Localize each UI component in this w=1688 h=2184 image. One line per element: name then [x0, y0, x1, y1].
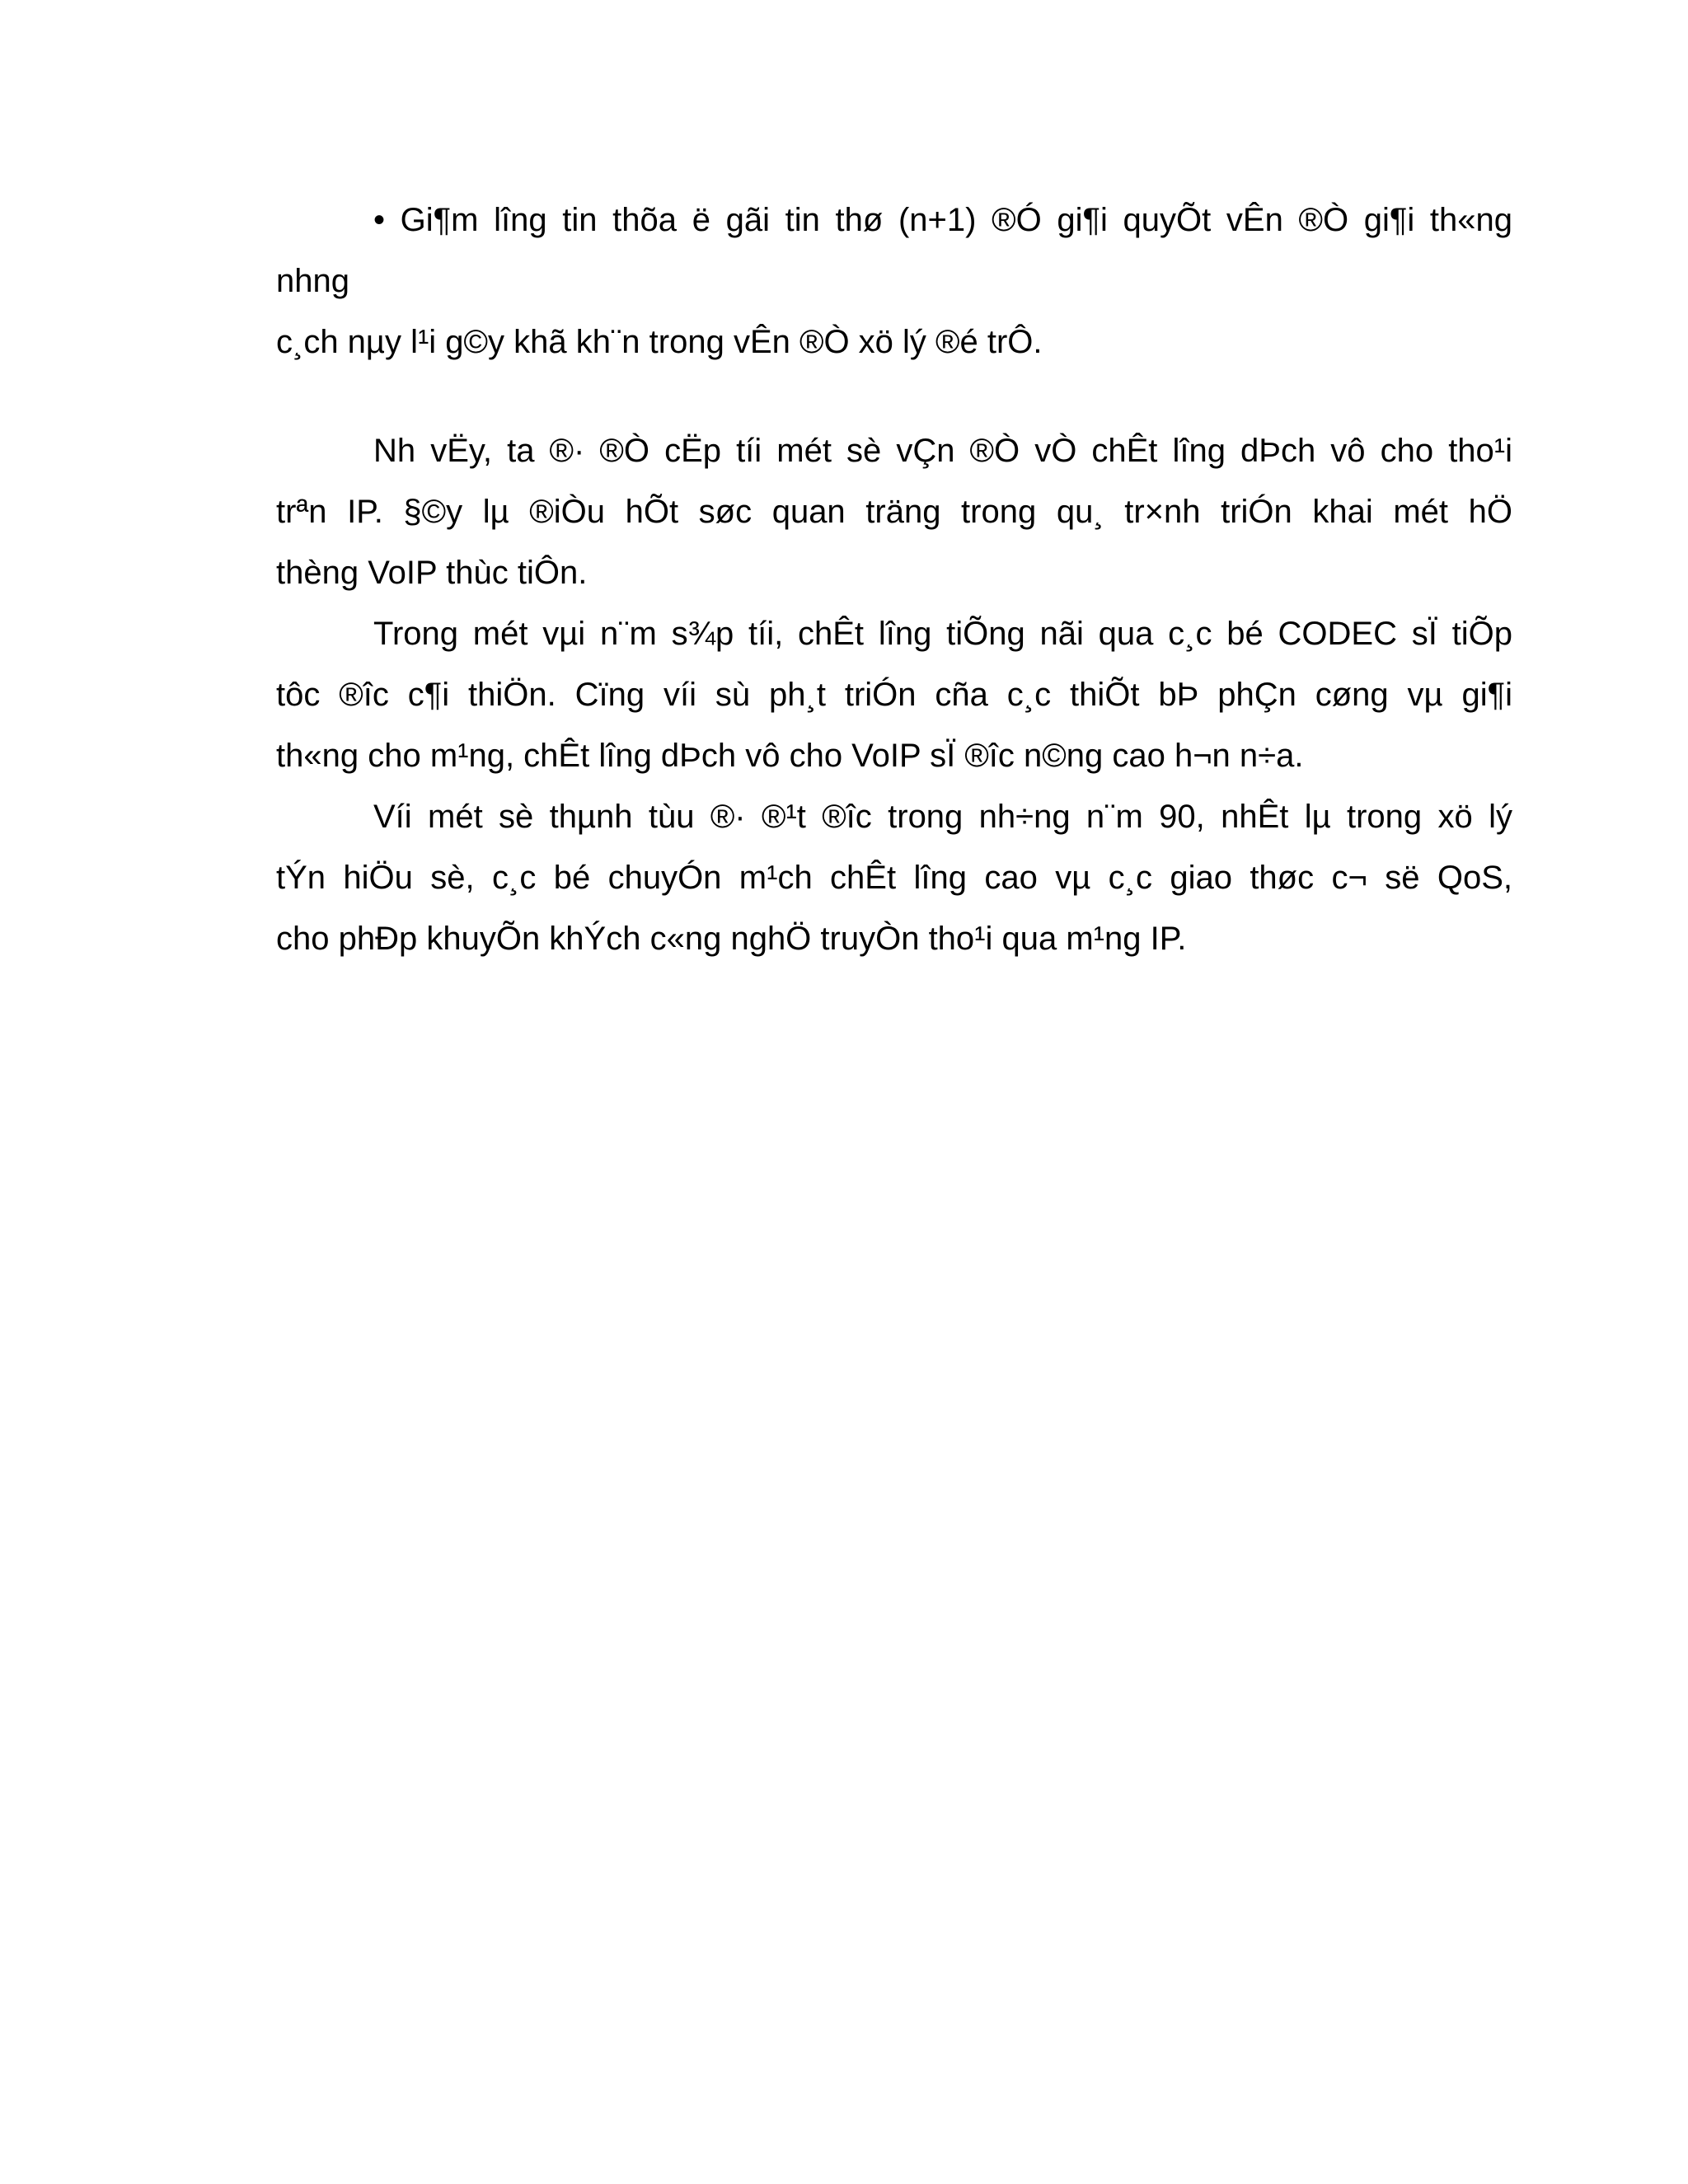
paragraph-line: tôc ®îc c¶i thiÖn. Cïng víi sù ph¸t triÓn cña c¸c thiÕt bÞ phÇn cøng vµ gi¶i [276, 677, 1512, 713]
paragraph-line: cho phÐp khuyÕn khÝch c«ng nghÖ truyÒn tho¹i qua m¹ng IP. [276, 921, 1187, 957]
bullet-text-1: Gi¶m lîng tin thõa ë gãi tin thø (n+1) ®Ó gi¶i quyÕt vÊn ®Ò gi¶i th«ng [400, 202, 1512, 238]
paragraph-line: thèng VoIP thùc tiÔn. [276, 555, 588, 591]
paragraph-2 [276, 603, 1512, 786]
paragraph-line: Trong mét vµi n¨m s¾p tíi, chÊt lîng tiÕng nãi qua c¸c bé CODEC sÏ tiÕp [373, 616, 1512, 652]
paragraph-line: Nh vËy, ta ®· ®Ò cËp tíi mét sè vÇn ®Ò vÒ chÊt lîng dÞch vô cho tho¹i [373, 433, 1512, 469]
paragraph-line: th«ng cho m¹ng, chÊt lîng dÞch vô cho VoIP sÏ ®îc n©ng cao h¬n n÷a. [276, 738, 1304, 774]
bullet-line-1 [276, 190, 1512, 251]
bullet-marker: • [373, 202, 386, 238]
bullet-line-3: c¸ch nµy l¹i g©y khã kh¨n trong vÊn ®Ò xö lý ®é trÔ. [276, 324, 1043, 360]
paragraph-1 [276, 420, 1512, 603]
paragraph-line: trªn IP. §©y lµ ®iÒu hÕt søc quan träng trong qu¸ tr×nh triÓn khai mét hÖ [276, 494, 1512, 530]
paragraph-3 [276, 786, 1512, 969]
paragraph-line: tÝn hiÖu sè, c¸c bé chuyÓn m¹ch chÊt lîng cao vµ c¸c giao thøc c¬ së QoS, [276, 860, 1512, 896]
bullet-paragraph [276, 190, 1512, 373]
bullet-line-2: nhng [276, 263, 349, 299]
paragraph-line: Víi mét sè thµnh tùu ®· ®¹t ®îc trong nh÷ng n¨m 90, nhÊt lµ trong xö lý [373, 799, 1512, 835]
